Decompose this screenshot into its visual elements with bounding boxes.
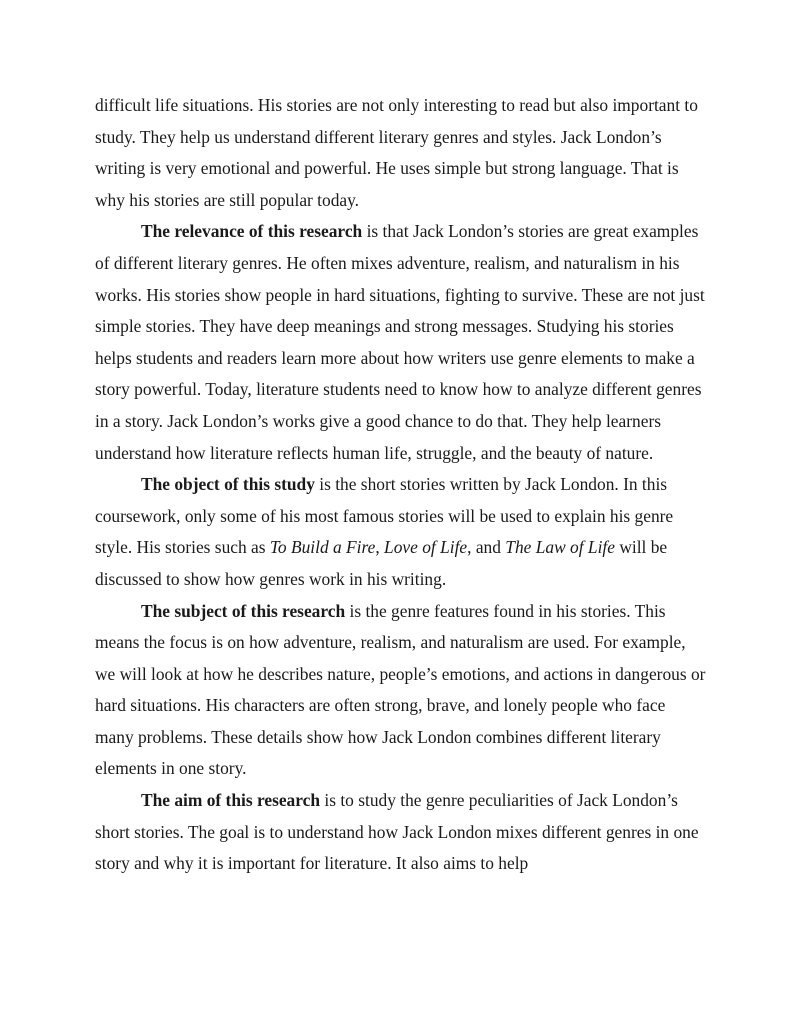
paragraph-text: is that Jack London’s stories are great examples of different literary genres. He often mixes adventure, realism, and naturalism in his works. His stories show people in hard situations, fighting to survive. These are not just simple stories. They have deep meanings and strong messages. Studying his stories helps students and readers learn more about how writers use genre elements to make a story powerful. Today, literature students need to know how to analyze different genres in a story. Jack London’s works give a good chance to do that. They help learners understand how literature reflects human life, struggle, and the beauty of nature. bbox=[95, 221, 705, 463]
paragraph-aim bbox=[95, 785, 707, 880]
paragraph-object bbox=[95, 469, 707, 595]
paragraph-text: difficult life situations. His stories are not only interesting to read but also important to study. They help us understand different literary genres and styles. Jack London’s writing is very emotional and powerful. He uses simple but strong language. That is why his stories are still popular today. bbox=[95, 95, 698, 210]
body-text bbox=[95, 90, 707, 880]
relevance-heading: The relevance of this research bbox=[141, 221, 363, 242]
story-title-love-of-life: Love of Life bbox=[384, 537, 468, 558]
story-title-law-of-life: The Law of Life bbox=[505, 537, 615, 558]
paragraph-text: is the short stories written by Jack London. In this coursework, only some of his most famous stories will be used to explain his genre style. His stories such as bbox=[95, 474, 674, 558]
separator: , and bbox=[467, 537, 506, 558]
story-title-to-build-a-fire: To Build a Fire bbox=[269, 537, 376, 558]
paragraph-text: will be discussed to show how genres work in his writing. bbox=[95, 537, 668, 589]
paragraph-relevance bbox=[95, 216, 707, 469]
paragraph-text: is the genre features found in his stories. This means the focus is on how adventure, realism, and naturalism are used. For example, we will look at how he describes nature, people’s emotions, and actions in dangerous or hard situations. His characters are often strong, brave, and lonely people who face many problems. These details show how Jack London combines different literary elements in one story. bbox=[95, 600, 706, 779]
object-heading: The object of this study bbox=[141, 474, 315, 495]
aim-heading: The aim of this research bbox=[141, 790, 321, 811]
paragraph-text: is to study the genre peculiarities of Jack London’s short stories. The goal is to understand how Jack London mixes different genres in one story and why it is important for literature. It also aims to help bbox=[95, 790, 699, 874]
paragraph-subject bbox=[95, 596, 707, 786]
subject-heading: The subject of this research bbox=[141, 600, 346, 621]
separator: , bbox=[375, 537, 385, 558]
paragraph-continuation bbox=[95, 90, 707, 216]
